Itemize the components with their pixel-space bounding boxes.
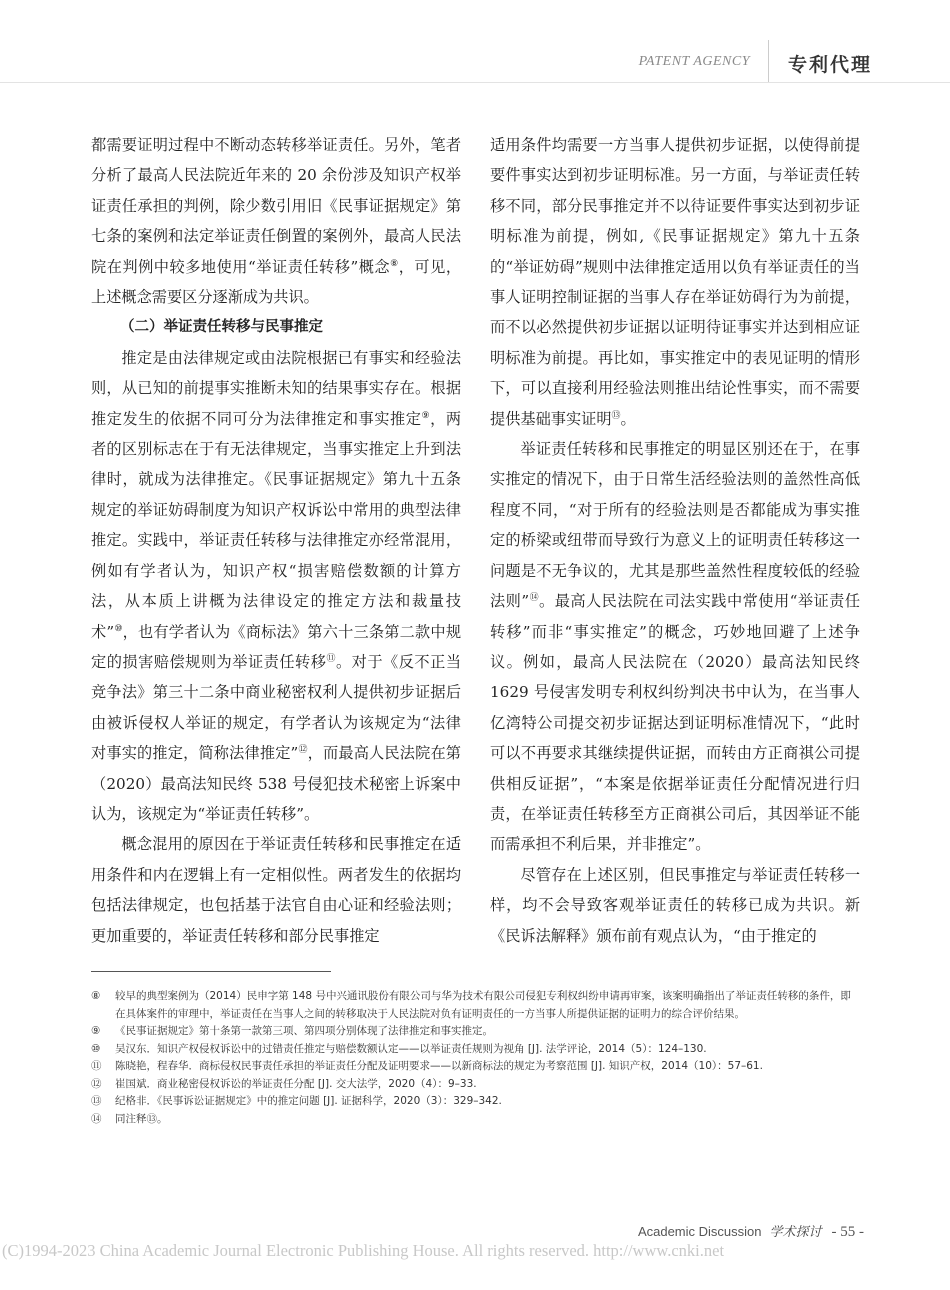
- section-name-en: Academic Discussion: [637, 1224, 762, 1239]
- page-number: - 55 -: [831, 1224, 864, 1240]
- footnote-rule: [91, 971, 331, 972]
- footnote: ⑩ 吴汉东．知识产权侵权诉讼中的过错责任推定与赔偿数额认定——以举证责任规则为视角 [J]. 法学评论，2014（5）：124–130.: [91, 1042, 707, 1055]
- right-column: [490, 130, 860, 951]
- footnote-ref[interactable]: ⑪: [326, 653, 336, 664]
- footnote: ⑭ 同注释⑬。: [91, 1112, 168, 1125]
- copyright-notice: (C)1994-2023 China Academic Journal Electronic Publishing House. All rights reserved. http://www.cnki.net: [2, 1241, 725, 1260]
- journal-name-cn: 专利代理: [788, 54, 873, 76]
- left-column: [91, 130, 461, 951]
- section-heading: （二）举证责任转移与民事推定: [120, 319, 323, 336]
- footnote: ⑬ 纪格非．《民事诉讼证据规定》中的推定问题 [J]. 证据科学，2020（3）：329–342.: [91, 1095, 502, 1107]
- footnote: ⑪ 陈晓艳，程春华．商标侵权民事责任承担的举证责任分配及证明要求——以新商标法的规定为考察范围 [J]. 知识产权，2014（10）：57–61.: [91, 1060, 763, 1072]
- paragraph: 都需要证明过程中不断动态转移举证责任。另外，笔者分析了最高人民法院近年来的 20 余份涉及知识产权举证责任承担的判例，除少数引用旧《民事证据规定》第七条的案例和法定举证责任倒置的案例外，最高人民法院在判例中较多地使用“举证责任转移”概念⑧，可见，上述概念需要区分逐渐成为共识。: [91, 136, 462, 307]
- footnote-ref[interactable]: ⑫: [298, 745, 308, 756]
- footnote-ref[interactable]: ⑧: [390, 258, 399, 269]
- footnote: ⑨ 《民事证据规定》第十条第一款第三项、第四项分别体现了法律推定和事实推定。: [91, 1025, 493, 1037]
- footnote-ref[interactable]: ⑭: [529, 593, 540, 604]
- footnote: ⑫ 崔国斌．商业秘密侵权诉讼的举证责任分配 [J]. 交大法学，2020（4）：9–33.: [91, 1077, 477, 1090]
- footnote-ref[interactable]: ⑨: [421, 410, 431, 421]
- paragraph: 推定是由法律规定或由法院根据已有事实和经验法则，从已知的前提事实推断未知的结果事实存在。根据推定发生的依据不同可分为法律推定和事实推定⑨，两者的区别标志在于有无法律规定，当事实推定上升到法律时，就成为法律推定。《民事证据规定》第九十五条规定的举证妨碍制度为知识产权诉讼中常用的典型法律推定。实践中，举证责任转移与法律推定亦经常混用，例如有学者认为，知识产权“损害赔偿数额的计算方法，从本质上讲概为法律设定的推定方法和裁量技术”⑩，也有学者认为《商标法》第六十三条第二款中规定的损害赔偿规则为举证责任转移⑪。对于《反不正当竞争法》第三十二条中商业秘密权利人提供初步证据后由被诉侵权人举证的规定，有学者认为该规定为“法律对事实的推定，简称法律推定”⑫，而最高人民法院在第（2020）最高法知民终 538 号侵犯技术秘密上诉案中认为，该规定为“举证责任转移”。: [91, 348, 462, 823]
- paragraph: 概念混用的原因在于举证责任转移和民事推定在适用条件和内在逻辑上有一定相似性。两者发生的依据均包括法律规定，也包括基于法官自由心证和经验法则；更加重要的，举证责任转移和部分民事推定: [91, 835, 461, 945]
- footnote: ⑧ 较早的典型案例为（2014）民申字第 148 号中兴通讯股份有限公司与华为技术有限公司侵犯专利权纠纷申请再审案，该案明确指出了举证责任转移的条件，即在具体案件的审理中，举证责任在当事人之间的转移取决于人民法院对负有证明责任的一方当事人所提供证据的证明力的综合评价结果。: [91, 990, 851, 1020]
- paragraph: 尽管存在上述区别，但民事推定与举证责任转移一样，均不会导致客观举证责任的转移已成为共识。新《民诉法解释》颁布前有观点认为，“由于推定的: [490, 865, 860, 945]
- page-footer: [638, 1221, 864, 1241]
- paragraph: 举证责任转移和民事推定的明显区别还在于，在事实推定的情况下，由于日常生活经验法则的盖然性高低程度不同，“对于所有的经验法则是否都能成为事实推定的桥梁或纽带而导致行为意义上的证明责任转移这一问题是不无争议的，尤其是那些盖然性程度较低的经验法则”⑭。最高人民法院在司法实践中常使用“举证责任转移”而非“事实推定”的概念，巧妙地回避了上述争议。例如，最高人民法院在（2020）最高法知民终 1629 号侵害发明专利权纠纷判决书中认为，在当事人亿湾特公司提交初步证据达到证明标准情况下，“此时可以不再要求其继续提供证据，而转由方正商祺公司提供相反证据”，“本案是依据举证责任分配情况进行归责，在举证责任转移至方正商祺公司后，其因举证不能而需承担不利后果，并非推定”。: [490, 440, 861, 854]
- paragraph: 适用条件均需要一方当事人提供初步证据，以使得前提要件事实达到初步证明标准。另一方面，与举证责任转移不同，部分民事推定并不以待证要件事实达到初步证明标准为前提，例如,《民事证据规定》第九十五条的“举证妨碍”规则中法律推定适用以负有举证责任的当事人证明控制证据的当事人存在举证妨碍行为为前提，而不以必然提供初步证据以证明待证事实并达到相应证明标准为前提。再比如，事实推定中的表见证明的情形下，可以直接利用经验法则推出结论性事实，而不需要提供基础事实证明⑬。: [490, 136, 860, 428]
- footnote-ref[interactable]: ⑩: [114, 623, 123, 634]
- header-rule: [0, 82, 950, 83]
- journal-name-en: PATENT AGENCY: [638, 54, 750, 69]
- footnotes: [91, 988, 861, 1128]
- section-name-cn: 学术探讨: [769, 1225, 822, 1240]
- header-divider: [768, 40, 769, 82]
- footnote-ref[interactable]: ⑬: [611, 410, 621, 421]
